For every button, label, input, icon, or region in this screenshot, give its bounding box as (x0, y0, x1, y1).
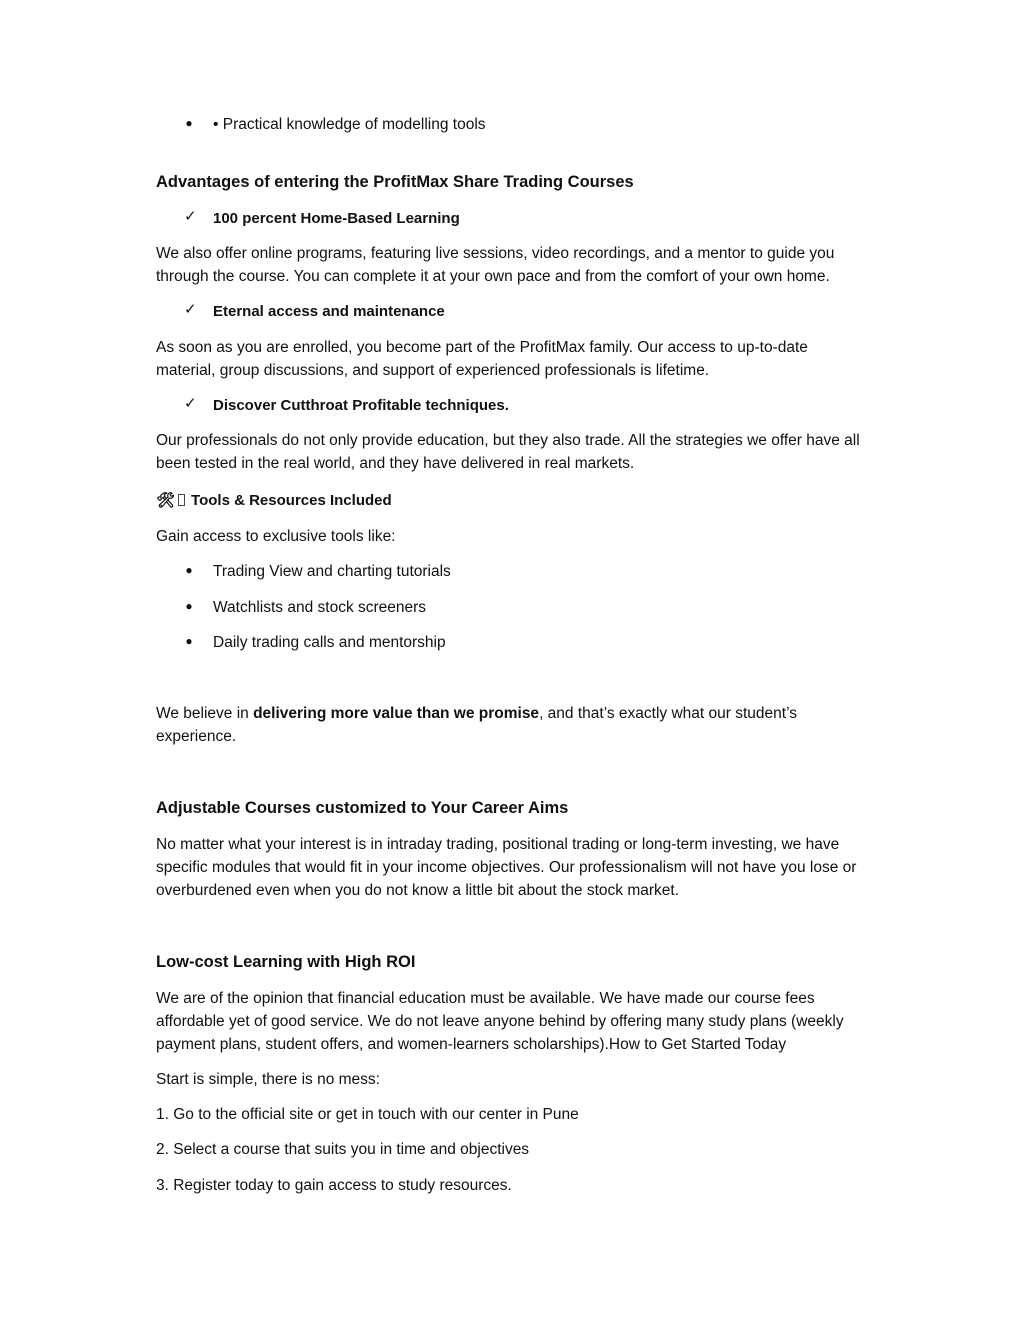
adjustable-body: No matter what your interest is in intraday trading, positional trading or long-term investing, we have specific modules that would fit in your income objectives. Our professionalism will not have you lose or overburdened even when you do not know a little bit about the stock market. (156, 836, 857, 899)
belief-paragraph (156, 702, 868, 748)
advantage-2-title: Eternal access and maintenance (213, 303, 445, 320)
start-step-1: 1. Go to the official site or get in touch with our center in Pune (156, 1106, 579, 1123)
lowcost-heading: Low-cost Learning with High ROI (156, 953, 416, 971)
tools-item-1: Trading View and charting tutorials (213, 563, 451, 580)
checkmark-icon: ✓ (184, 301, 197, 318)
missing-glyph-icon (178, 494, 185, 506)
bullet-icon: ● (185, 563, 193, 577)
belief-bold: delivering more value than we promise (253, 705, 540, 722)
tools-item-3: Daily trading calls and mentorship (213, 634, 446, 651)
bullet-icon: ● (185, 116, 193, 130)
advantage-3-body: Our professionals do not only provide education, but they also trade. All the strategies we offer have all been tested in the real world, and they have delivered in real markets. (156, 432, 860, 472)
checkmark-icon: ✓ (184, 208, 197, 225)
start-step-3: 3. Register today to gain access to study resources. (156, 1177, 512, 1194)
tools-icon: 🛠 (156, 492, 176, 509)
advantages-heading: Advantages of entering the ProfitMax Share Trading Courses (156, 173, 634, 191)
advantage-2-body: As soon as you are enrolled, you become part of the ProfitMax family. Our access to up-to-date material, group discussions, and support of experienced professionals is lifetime. (156, 339, 808, 379)
checkmark-icon: ✓ (184, 395, 197, 412)
start-step-2: 2. Select a course that suits you in time and objectives (156, 1141, 530, 1158)
start-intro: Start is simple, there is no mess: (156, 1071, 380, 1088)
advantage-1-title: 100 percent Home-Based Learning (213, 210, 460, 227)
bullet-icon: ● (185, 634, 193, 648)
tools-heading: Tools & Resources Included (191, 492, 392, 509)
intro-bullet-text: • Practical knowledge of modelling tools (213, 116, 486, 133)
belief-suffix: , and that’s exactly what our student’s experience. (156, 705, 797, 745)
lowcost-body: We are of the opinion that financial education must be available. We have made our course fees affordable yet of good service. We do not leave anyone behind by offering many study plans (weekly payment plans, student offers, and women-learners scholarships).How to Get Started Today (156, 990, 844, 1053)
adjustable-heading: Adjustable Courses customized to Your Career Aims (156, 799, 569, 817)
advantage-1-body: We also offer online programs, featuring live sessions, video recordings, and a mentor to guide you through the course. You can complete it at your own pace and from the comfort of your own home. (156, 245, 835, 285)
advantage-3-title: Discover Cutthroat Profitable techniques. (213, 397, 509, 414)
bullet-icon: ● (185, 599, 193, 613)
tools-intro: Gain access to exclusive tools like: (156, 528, 396, 545)
tools-heading-row (156, 489, 868, 512)
tools-item-2: Watchlists and stock screeners (213, 599, 427, 616)
belief-prefix: We believe in (156, 705, 254, 722)
